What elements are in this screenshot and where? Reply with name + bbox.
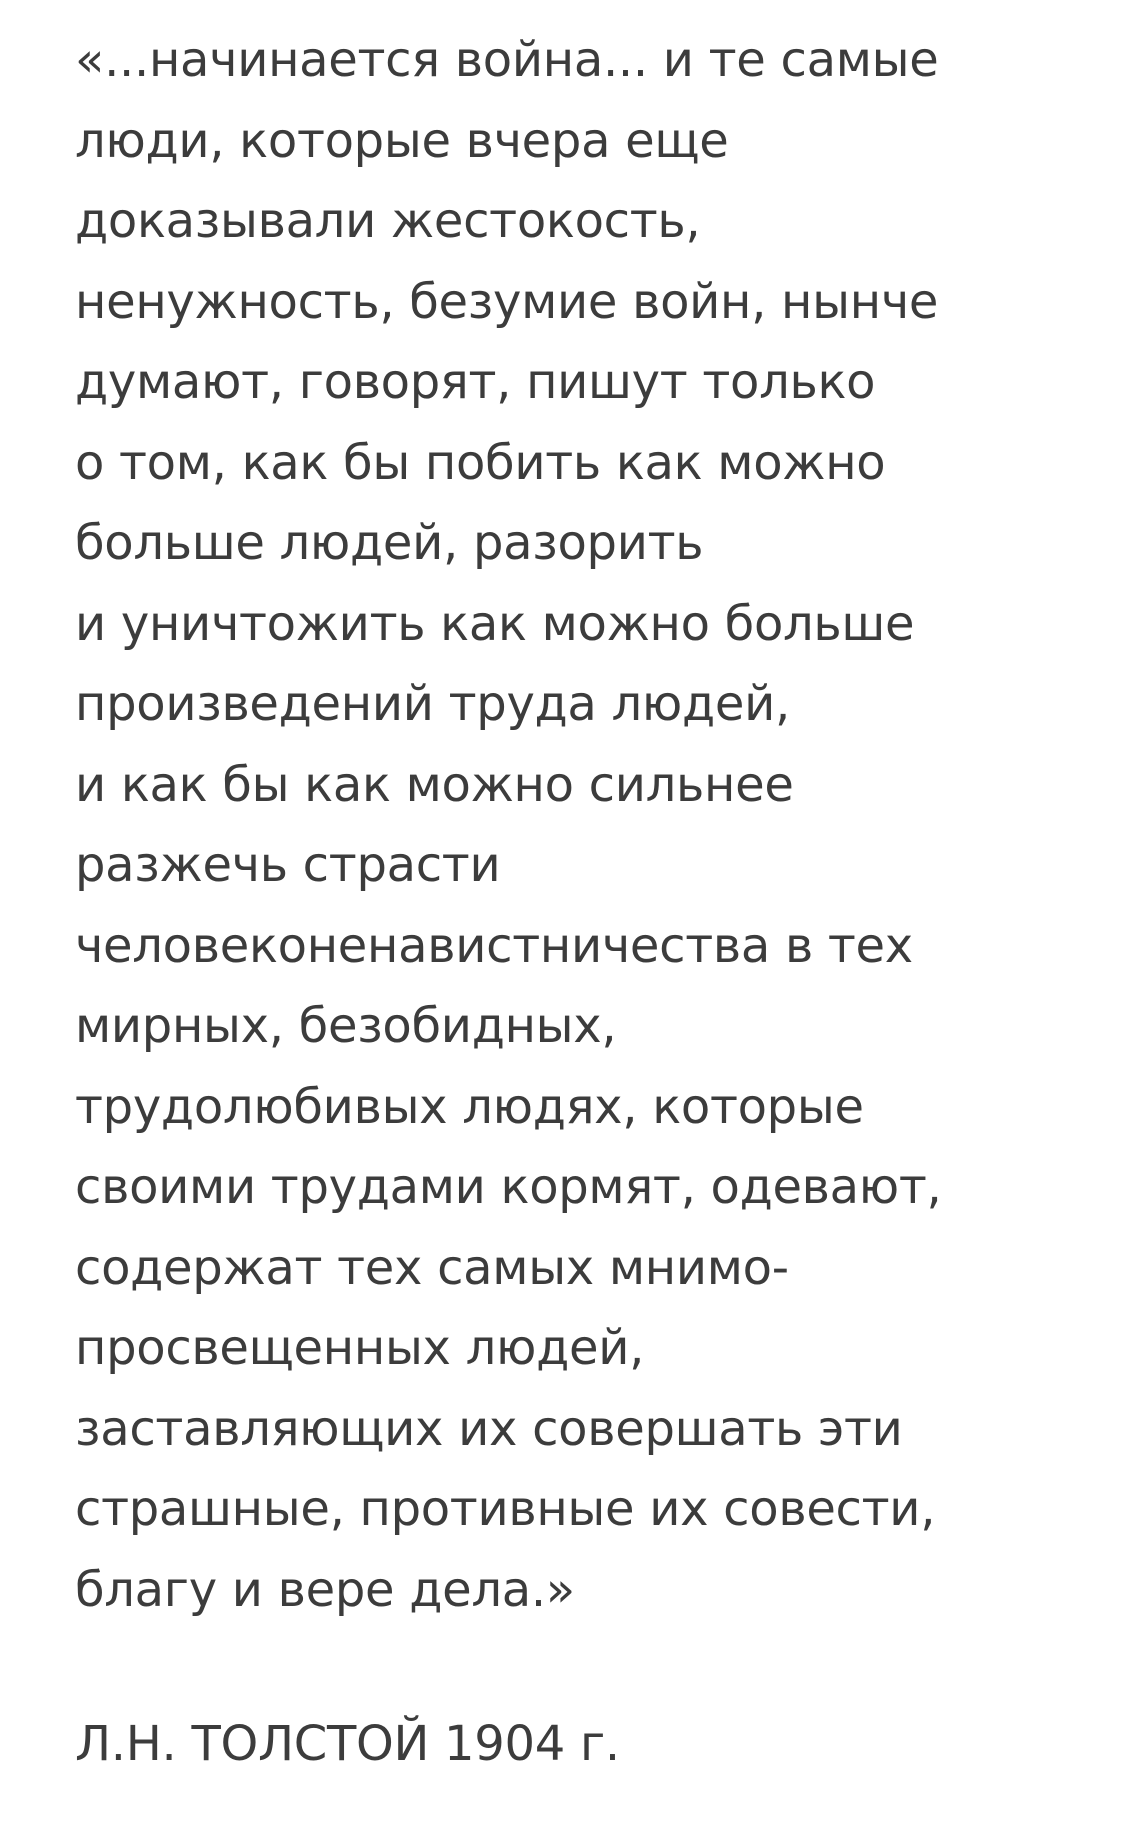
quote-line: своими трудами кормят, одевают, xyxy=(75,1159,942,1215)
quote-line: «...начинается война... и те самые xyxy=(75,32,939,88)
quote-line: разжечь страсти xyxy=(75,837,501,893)
quote-line: о том, как бы побить как можно xyxy=(75,434,886,491)
quote-line: содержат тех самых мнимо- xyxy=(75,1239,789,1296)
quote-line: произведений труда людей, xyxy=(75,676,790,732)
quote-line: человеконенавистничества в тех xyxy=(75,917,913,974)
quote-line: думают, говорят, пишут только xyxy=(75,354,876,410)
quote-line: доказывали жестокость, xyxy=(75,193,701,249)
quote-line: и как бы как можно сильнее xyxy=(75,756,794,813)
quote-line: и уничтожить как можно больше xyxy=(75,595,915,652)
quote-line: благу и вере дела.» xyxy=(75,1561,575,1618)
quote-line: больше людей, разорить xyxy=(75,515,704,571)
quote-attribution: Л.Н. ТОЛСТОЙ 1904 г. xyxy=(75,1716,620,1772)
quote-line: люди, которые вчера еще xyxy=(75,112,729,169)
quote-line: страшные, противные их совести, xyxy=(75,1481,936,1537)
quote-line: мирных, безобидных, xyxy=(75,998,617,1054)
quote-line: просвещенных людей, xyxy=(75,1320,645,1376)
quote-text xyxy=(75,20,1105,1630)
quote-line: ненужность, безумие войн, нынче xyxy=(75,273,939,330)
quote-line: трудолюбивых людях, которые xyxy=(75,1078,864,1135)
quote-line: заставляющих их совершать эти xyxy=(75,1400,903,1457)
